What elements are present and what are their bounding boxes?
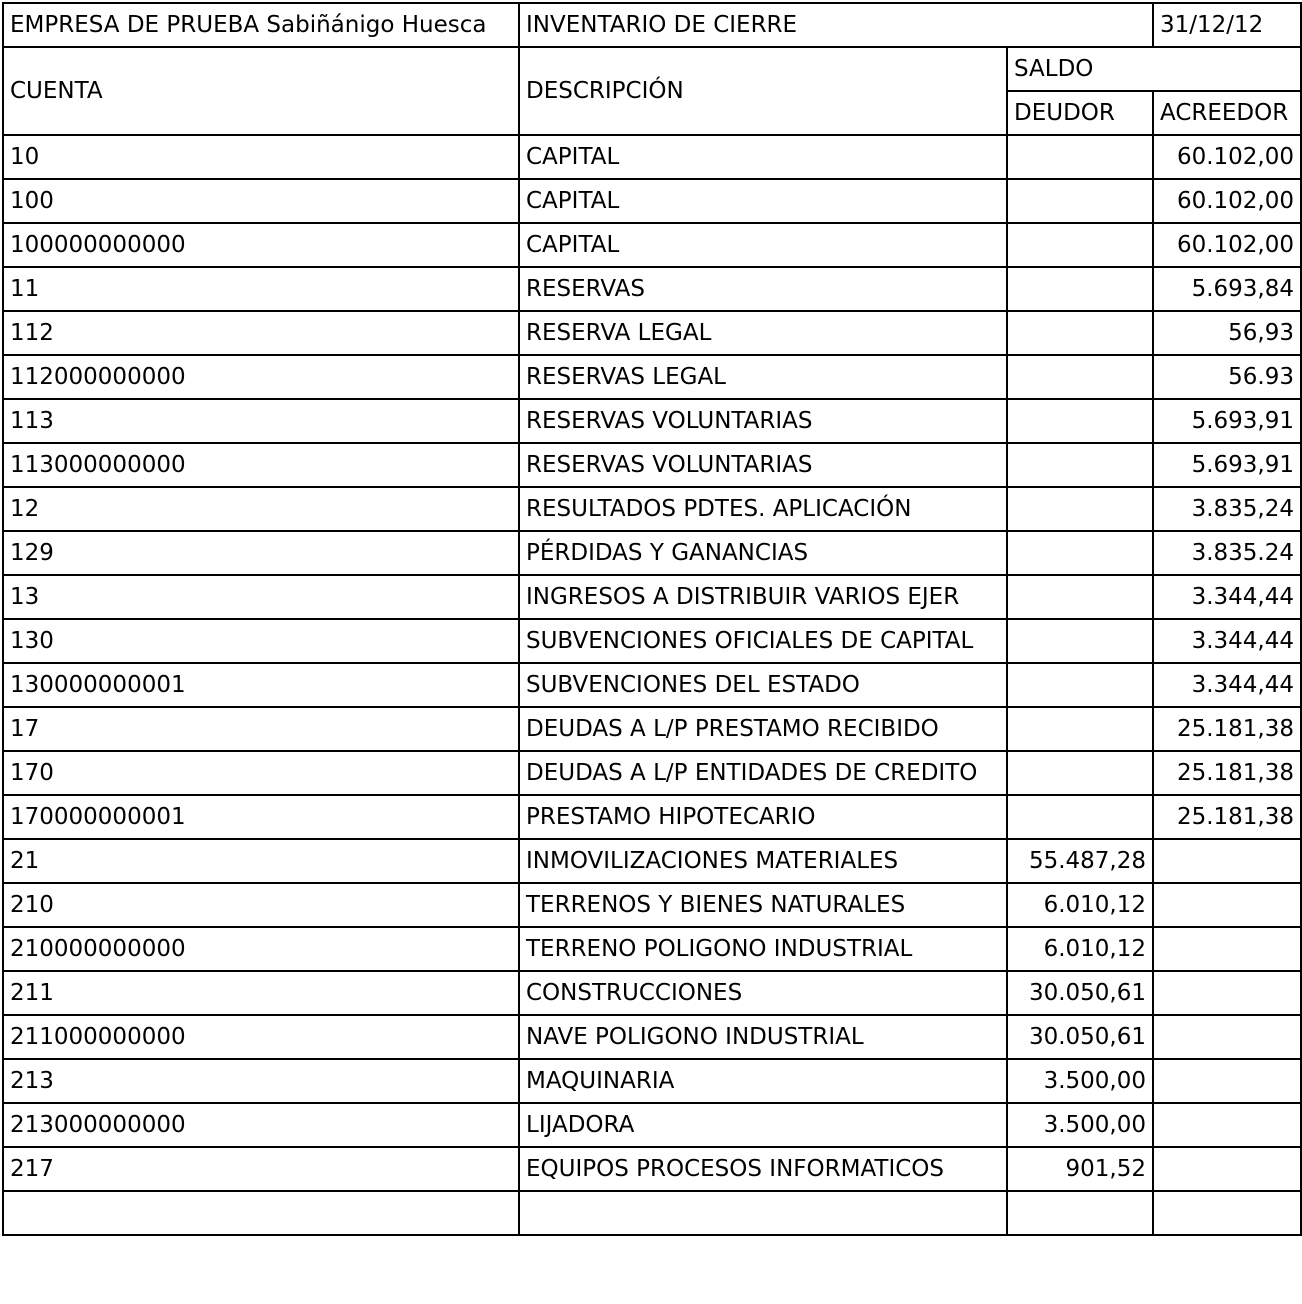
- table-row: [3, 443, 1301, 487]
- table-row: [3, 1059, 1301, 1103]
- credit-cell: 25.181,38: [1153, 707, 1301, 751]
- table-row: [3, 575, 1301, 619]
- description-cell: RESERVAS LEGAL: [519, 355, 1007, 399]
- debit-cell: [1007, 575, 1153, 619]
- account-cell: 113: [3, 399, 519, 443]
- debit-cell: 30.050,61: [1007, 971, 1153, 1015]
- account-cell: 211: [3, 971, 519, 1015]
- column-header-debit: DEUDOR: [1007, 91, 1153, 135]
- table-row: [3, 751, 1301, 795]
- account-cell: 211000000000: [3, 1015, 519, 1059]
- table-row: [3, 663, 1301, 707]
- account-cell: 100: [3, 179, 519, 223]
- debit-cell: [1007, 355, 1153, 399]
- account-cell: 112000000000: [3, 355, 519, 399]
- column-header-account: CUENTA: [3, 47, 519, 135]
- credit-cell: [1153, 971, 1301, 1015]
- description-cell: DEUDAS A L/P PRESTAMO RECIBIDO: [519, 707, 1007, 751]
- table-row: [3, 135, 1301, 179]
- description-cell: CAPITAL: [519, 135, 1007, 179]
- description-cell: CAPITAL: [519, 179, 1007, 223]
- inventory-table: [2, 2, 1302, 1236]
- credit-cell: [1153, 1147, 1301, 1191]
- table-row: [3, 927, 1301, 971]
- debit-cell: 3.500,00: [1007, 1059, 1153, 1103]
- credit-cell: 60.102,00: [1153, 223, 1301, 267]
- table-row: [3, 795, 1301, 839]
- credit-cell: 60.102,00: [1153, 179, 1301, 223]
- credit-cell: [1153, 1015, 1301, 1059]
- table-row: [3, 399, 1301, 443]
- debit-cell: [1007, 443, 1153, 487]
- credit-cell: 3.344,44: [1153, 663, 1301, 707]
- credit-cell: [1153, 1103, 1301, 1147]
- account-cell: 170000000001: [3, 795, 519, 839]
- report-date: 31/12/12: [1153, 3, 1301, 47]
- debit-cell: [1007, 487, 1153, 531]
- description-cell: RESERVAS: [519, 267, 1007, 311]
- account-cell: 10: [3, 135, 519, 179]
- debit-cell: 30.050,61: [1007, 1015, 1153, 1059]
- account-cell: 112: [3, 311, 519, 355]
- account-cell: 213000000000: [3, 1103, 519, 1147]
- account-cell: 13: [3, 575, 519, 619]
- title-row: [3, 3, 1301, 47]
- table-row: [3, 707, 1301, 751]
- credit-cell: 5.693,91: [1153, 399, 1301, 443]
- description-cell: RESERVA LEGAL: [519, 311, 1007, 355]
- empty-cell: [519, 1191, 1007, 1235]
- table-row: [3, 1191, 1301, 1235]
- table-row: [3, 267, 1301, 311]
- debit-cell: [1007, 179, 1153, 223]
- debit-cell: [1007, 399, 1153, 443]
- description-cell: DEUDAS A L/P ENTIDADES DE CREDITO: [519, 751, 1007, 795]
- description-cell: CAPITAL: [519, 223, 1007, 267]
- account-cell: 130000000001: [3, 663, 519, 707]
- description-cell: EQUIPOS PROCESOS INFORMATICOS: [519, 1147, 1007, 1191]
- credit-cell: 3.344,44: [1153, 575, 1301, 619]
- column-header-balance: SALDO: [1007, 47, 1301, 91]
- table-row: [3, 179, 1301, 223]
- debit-cell: [1007, 267, 1153, 311]
- account-cell: 210000000000: [3, 927, 519, 971]
- column-header-credit: ACREEDOR: [1153, 91, 1301, 135]
- credit-cell: 56.93: [1153, 355, 1301, 399]
- credit-cell: 3.344,44: [1153, 619, 1301, 663]
- company-name: EMPRESA DE PRUEBA Sabiñánigo Huesca: [3, 3, 519, 47]
- description-cell: TERRENOS Y BIENES NATURALES: [519, 883, 1007, 927]
- debit-cell: 55.487,28: [1007, 839, 1153, 883]
- description-cell: RESERVAS VOLUNTARIAS: [519, 443, 1007, 487]
- account-cell: 217: [3, 1147, 519, 1191]
- table-row: [3, 619, 1301, 663]
- description-cell: MAQUINARIA: [519, 1059, 1007, 1103]
- debit-cell: [1007, 707, 1153, 751]
- description-cell: PRESTAMO HIPOTECARIO: [519, 795, 1007, 839]
- debit-cell: [1007, 223, 1153, 267]
- description-cell: PÉRDIDAS Y GANANCIAS: [519, 531, 1007, 575]
- table-row: [3, 223, 1301, 267]
- table-row: [3, 531, 1301, 575]
- credit-cell: 25.181,38: [1153, 751, 1301, 795]
- credit-cell: 5.693,84: [1153, 267, 1301, 311]
- credit-cell: 3.835.24: [1153, 531, 1301, 575]
- report-title: INVENTARIO DE CIERRE: [519, 3, 1153, 47]
- table-row: [3, 1015, 1301, 1059]
- empty-cell: [1007, 1191, 1153, 1235]
- debit-cell: 3.500,00: [1007, 1103, 1153, 1147]
- account-cell: 11: [3, 267, 519, 311]
- credit-cell: 3.835,24: [1153, 487, 1301, 531]
- account-cell: 113000000000: [3, 443, 519, 487]
- credit-cell: [1153, 927, 1301, 971]
- column-header-row: [3, 47, 1301, 91]
- account-cell: 130: [3, 619, 519, 663]
- table-row: [3, 1147, 1301, 1191]
- column-header-description: DESCRIPCIÓN: [519, 47, 1007, 135]
- credit-cell: [1153, 839, 1301, 883]
- table-row: [3, 971, 1301, 1015]
- description-cell: CONSTRUCCIONES: [519, 971, 1007, 1015]
- description-cell: INGRESOS A DISTRIBUIR VARIOS EJER: [519, 575, 1007, 619]
- description-cell: SUBVENCIONES OFICIALES DE CAPITAL: [519, 619, 1007, 663]
- table-row: [3, 839, 1301, 883]
- credit-cell: 5.693,91: [1153, 443, 1301, 487]
- debit-cell: [1007, 795, 1153, 839]
- description-cell: RESULTADOS PDTES. APLICACIÓN: [519, 487, 1007, 531]
- description-cell: SUBVENCIONES DEL ESTADO: [519, 663, 1007, 707]
- debit-cell: 6.010,12: [1007, 883, 1153, 927]
- account-cell: 12: [3, 487, 519, 531]
- account-cell: 213: [3, 1059, 519, 1103]
- table-row: [3, 883, 1301, 927]
- table-row: [3, 355, 1301, 399]
- debit-cell: [1007, 619, 1153, 663]
- account-cell: 129: [3, 531, 519, 575]
- debit-cell: 901,52: [1007, 1147, 1153, 1191]
- table-row: [3, 311, 1301, 355]
- description-cell: INMOVILIZACIONES MATERIALES: [519, 839, 1007, 883]
- account-cell: 21: [3, 839, 519, 883]
- debit-cell: [1007, 751, 1153, 795]
- table-row: [3, 487, 1301, 531]
- description-cell: NAVE POLIGONO INDUSTRIAL: [519, 1015, 1007, 1059]
- debit-cell: [1007, 311, 1153, 355]
- credit-cell: 56,93: [1153, 311, 1301, 355]
- account-cell: 170: [3, 751, 519, 795]
- debit-cell: [1007, 135, 1153, 179]
- credit-cell: [1153, 1059, 1301, 1103]
- account-cell: 17: [3, 707, 519, 751]
- credit-cell: 25.181,38: [1153, 795, 1301, 839]
- credit-cell: 60.102,00: [1153, 135, 1301, 179]
- empty-cell: [3, 1191, 519, 1235]
- description-cell: TERRENO POLIGONO INDUSTRIAL: [519, 927, 1007, 971]
- description-cell: RESERVAS VOLUNTARIAS: [519, 399, 1007, 443]
- empty-cell: [1153, 1191, 1301, 1235]
- account-cell: 100000000000: [3, 223, 519, 267]
- account-cell: 210: [3, 883, 519, 927]
- table-row: [3, 1103, 1301, 1147]
- debit-cell: [1007, 531, 1153, 575]
- credit-cell: [1153, 883, 1301, 927]
- debit-cell: 6.010,12: [1007, 927, 1153, 971]
- description-cell: LIJADORA: [519, 1103, 1007, 1147]
- debit-cell: [1007, 663, 1153, 707]
